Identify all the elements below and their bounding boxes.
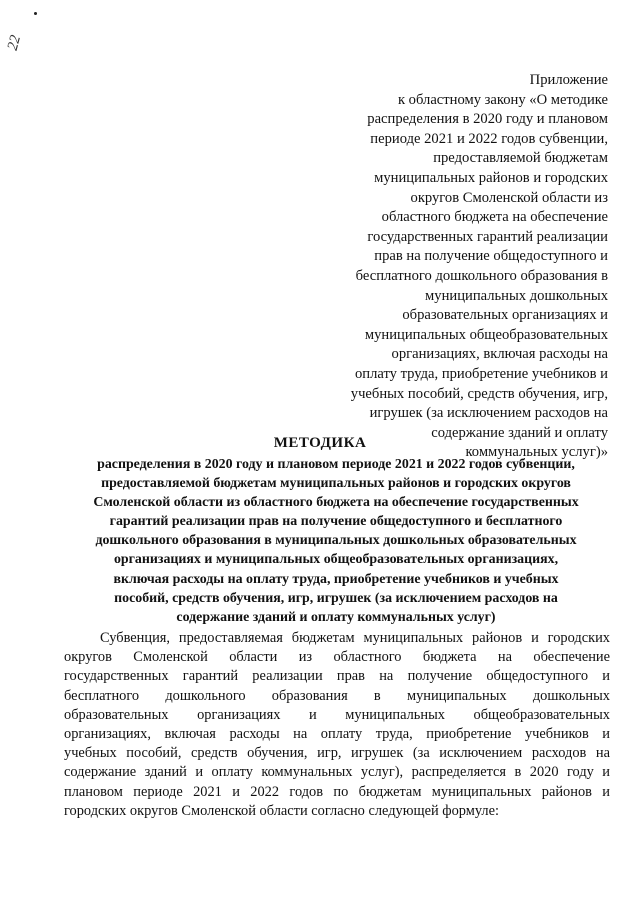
subtitle-line: пособий, средств обучения, игр, игрушек (за исключением расходов на — [114, 590, 558, 606]
appendix-line: оплату труда, приобретение учебников и — [354, 365, 608, 382]
appendix-line: коммунальных услуг)» — [465, 444, 608, 461]
appendix-line: организациях, включая расходы на — [391, 346, 608, 363]
body-line: организациях, включая расходы на оплату труда, приобретение учебников и — [64, 726, 610, 743]
body-line: содержание зданий и оплату коммунальных услуг), распределяется в 2020 году и — [64, 764, 610, 781]
body-line: образовательных организациях и муниципальных общеобразовательных — [64, 706, 610, 723]
appendix-line: учебных пособий, средств обучения, игр, — [350, 385, 608, 402]
appendix-line: к областному закону «О методике — [397, 91, 608, 108]
body-paragraph — [64, 629, 610, 821]
body-line: бесплатного дошкольного образования в муниципальных дошкольных — [64, 687, 610, 704]
subtitle-line: дошкольного образования в муниципальных дошкольных образовательных — [95, 533, 577, 549]
appendix-line: муниципальных дошкольных — [425, 287, 608, 304]
appendix-line: распределения в 2020 году и плановом — [367, 111, 608, 128]
document-subtitle — [62, 455, 610, 627]
body-line: городских округов Смоленской области согласно следующей формуле: — [64, 802, 499, 819]
body-line: Субвенция, предоставляемая бюджетам муниципальных районов и городских — [100, 630, 610, 646]
handwritten-page-number: 22 — [4, 33, 25, 53]
appendix-line: бесплатного дошкольного образования в — [355, 267, 608, 284]
subtitle-line: распределения в 2020 году и плановом периоде 2021 и 2022 годов субвенции, — [97, 457, 575, 472]
appendix-line: муниципальных общеобразовательных — [364, 326, 608, 343]
subtitle-line: содержание зданий и оплату коммунальных услуг) — [176, 609, 496, 625]
appendix-line: Приложение — [529, 72, 608, 88]
appendix-line: прав на получение общедоступного и — [374, 248, 608, 265]
appendix-line: содержание зданий и оплату — [431, 424, 608, 441]
subtitle-line: предоставляемой бюджетам муниципальных районов и городских округов — [101, 476, 571, 492]
body-line: учебных пособий, средств обучения, игр, игрушек (за исключением расходов на — [64, 745, 610, 762]
appendix-line: областного бюджета на обеспечение — [381, 209, 608, 226]
appendix-header — [308, 71, 608, 463]
subtitle-line: организациях и муниципальных общеобразовательных организациях, — [113, 552, 559, 568]
appendix-line: образовательных организациях и — [402, 307, 608, 324]
body-line: плановом периоде 2021 и 2022 годов по бюджетам муниципальных районов и — [64, 783, 610, 800]
subtitle-line: включая расходы на оплату труда, приобретение учебников и учебных — [113, 571, 559, 587]
appendix-line: игрушек (за исключением расходов на — [369, 405, 608, 422]
ink-dot — [34, 12, 37, 15]
subtitle-line: гарантий реализации прав на получение общедоступного и бесплатного — [109, 514, 563, 530]
appendix-line: округов Смоленской области из — [410, 189, 608, 206]
document-title: МЕТОДИКА — [273, 435, 367, 451]
body-line: округов Смоленской области из областного бюджета на обеспечение — [64, 649, 610, 666]
subtitle-line: Смоленской области из областного бюджета на обеспечение государственных — [93, 495, 579, 511]
appendix-line: государственных гарантий реализации — [367, 228, 608, 245]
appendix-line: муниципальных районов и городских — [374, 169, 608, 186]
body-line: государственных гарантий реализации прав на получение общедоступного и — [64, 668, 610, 685]
appendix-line: предоставляемой бюджетам — [433, 150, 608, 167]
appendix-line: периоде 2021 и 2022 годов субвенции, — [370, 130, 608, 147]
